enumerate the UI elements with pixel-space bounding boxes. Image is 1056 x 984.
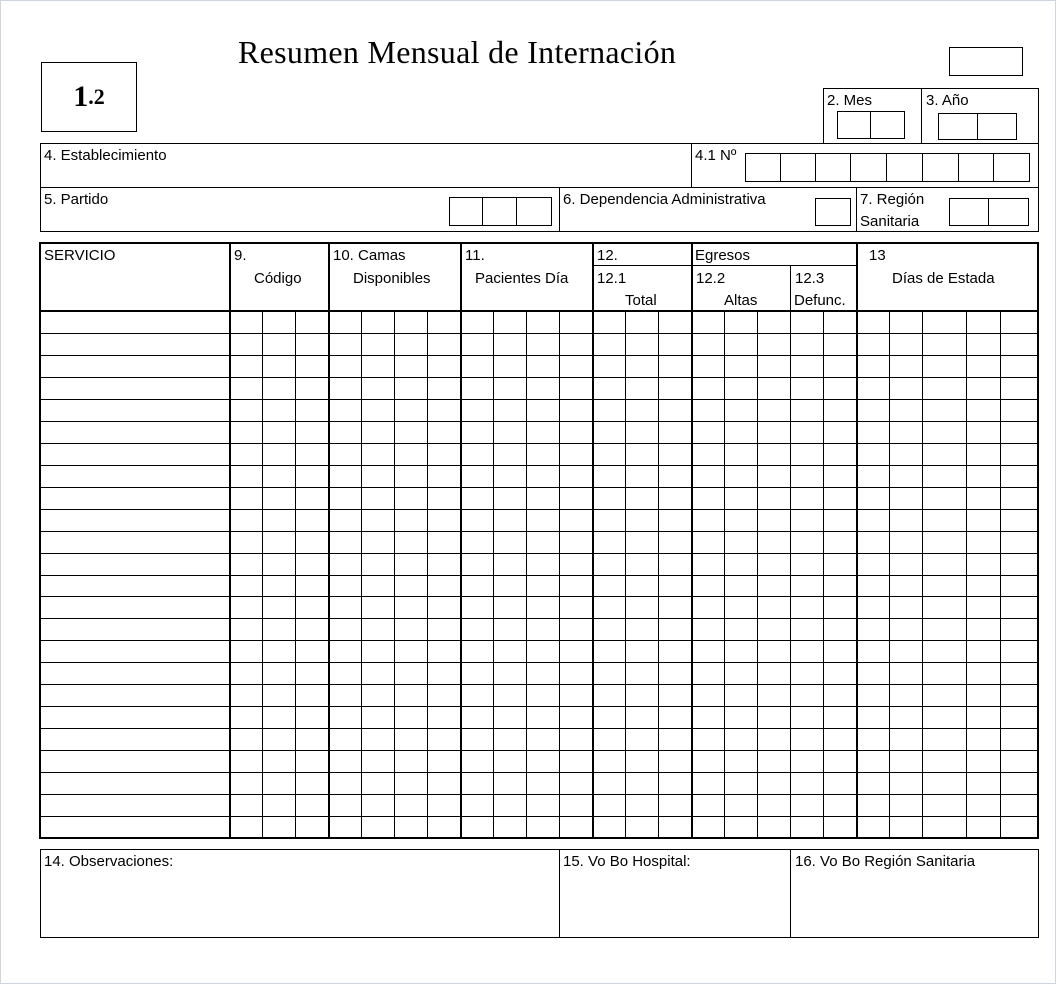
- top-right-entry-box[interactable]: [949, 47, 1023, 76]
- region-label-line2: Sanitaria: [860, 213, 920, 230]
- region-input-cells[interactable]: [949, 198, 1029, 226]
- servicio-cell[interactable]: [40, 355, 229, 377]
- servicio-cell[interactable]: [40, 618, 229, 640]
- servicio-cell[interactable]: [40, 509, 229, 531]
- vobo-region-label: 16. Vo Bo Región Sanitaria: [795, 853, 976, 870]
- servicio-cell[interactable]: [40, 575, 229, 597]
- region-label-line1: 7. Región: [860, 191, 925, 208]
- form-title: Resumen Mensual de Internación: [238, 34, 677, 70]
- anio-label: 3. Año: [926, 92, 969, 109]
- defunc-header-num: 12.3: [795, 270, 825, 287]
- observaciones-label: 14. Observaciones:: [44, 853, 174, 870]
- dias-header: Días de Estada: [892, 270, 995, 287]
- servicio-cell[interactable]: [40, 311, 229, 333]
- column-group-divider: [592, 242, 594, 838]
- anio-input-cells[interactable]: [938, 113, 1017, 140]
- servicio-cell[interactable]: [40, 662, 229, 684]
- total-header-num: 12.1: [597, 270, 627, 287]
- column-group-divider: [856, 242, 858, 838]
- dependencia-input-cell[interactable]: [815, 198, 851, 226]
- egresos-header-num: 12.: [597, 247, 618, 264]
- form-code-main: 1: [73, 80, 89, 113]
- codigo-header: Código: [254, 270, 302, 287]
- column-group-divider: [229, 242, 231, 838]
- pacientes-header-num: 11.: [465, 247, 485, 264]
- numero-input-cells[interactable]: [745, 153, 1030, 182]
- servicio-cell[interactable]: [40, 772, 229, 794]
- partido-input-cells[interactable]: [449, 197, 552, 226]
- dias-header-num: 13: [869, 247, 886, 264]
- pacientes-header: Pacientes Día: [475, 270, 569, 287]
- servicio-cell[interactable]: [40, 816, 229, 838]
- servicio-cell[interactable]: [40, 640, 229, 662]
- servicio-cell[interactable]: [40, 399, 229, 421]
- establecimiento-label: 4. Establecimiento: [44, 147, 167, 164]
- servicio-cell[interactable]: [40, 684, 229, 706]
- altas-header: Altas: [724, 292, 758, 309]
- mes-input-cells[interactable]: [837, 111, 905, 139]
- total-header: Total: [625, 292, 657, 309]
- servicio-cell[interactable]: [40, 750, 229, 772]
- servicio-cell[interactable]: [40, 465, 229, 487]
- servicio-cell[interactable]: [40, 487, 229, 509]
- servicio-cell[interactable]: [40, 596, 229, 618]
- egresos-header: Egresos: [695, 247, 751, 264]
- servicio-cell[interactable]: [40, 421, 229, 443]
- mes-label: 2. Mes: [827, 92, 873, 109]
- servicio-cell[interactable]: [40, 531, 229, 553]
- defunc-header: Defunc.: [794, 292, 846, 309]
- servicio-cell[interactable]: [40, 794, 229, 816]
- servicio-cell[interactable]: [40, 443, 229, 465]
- column-divider: [790, 265, 791, 838]
- numero-label: 4.1 Nº: [695, 147, 737, 164]
- codigo-header-num: 9.: [234, 247, 247, 264]
- form-code-box: [41, 62, 137, 132]
- form-code-sub: .2: [88, 84, 105, 109]
- altas-header-num: 12.2: [696, 270, 726, 287]
- servicio-cell[interactable]: [40, 728, 229, 750]
- servicio-cell[interactable]: [40, 553, 229, 575]
- vobo-hospital-label: 15. Vo Bo Hospital:: [563, 853, 691, 870]
- partido-label: 5. Partido: [44, 191, 109, 208]
- servicio-cell[interactable]: [40, 333, 229, 355]
- camas-header: Disponibles: [353, 270, 431, 287]
- servicio-cell[interactable]: [40, 706, 229, 728]
- column-group-divider: [691, 242, 693, 838]
- servicio-cell[interactable]: [40, 377, 229, 399]
- column-group-divider: [460, 242, 462, 838]
- camas-header-num: 10. Camas: [333, 247, 406, 264]
- servicio-header: SERVICIO: [44, 247, 116, 264]
- dependencia-label: 6. Dependencia Administrativa: [563, 191, 766, 208]
- column-group-divider: [328, 242, 330, 838]
